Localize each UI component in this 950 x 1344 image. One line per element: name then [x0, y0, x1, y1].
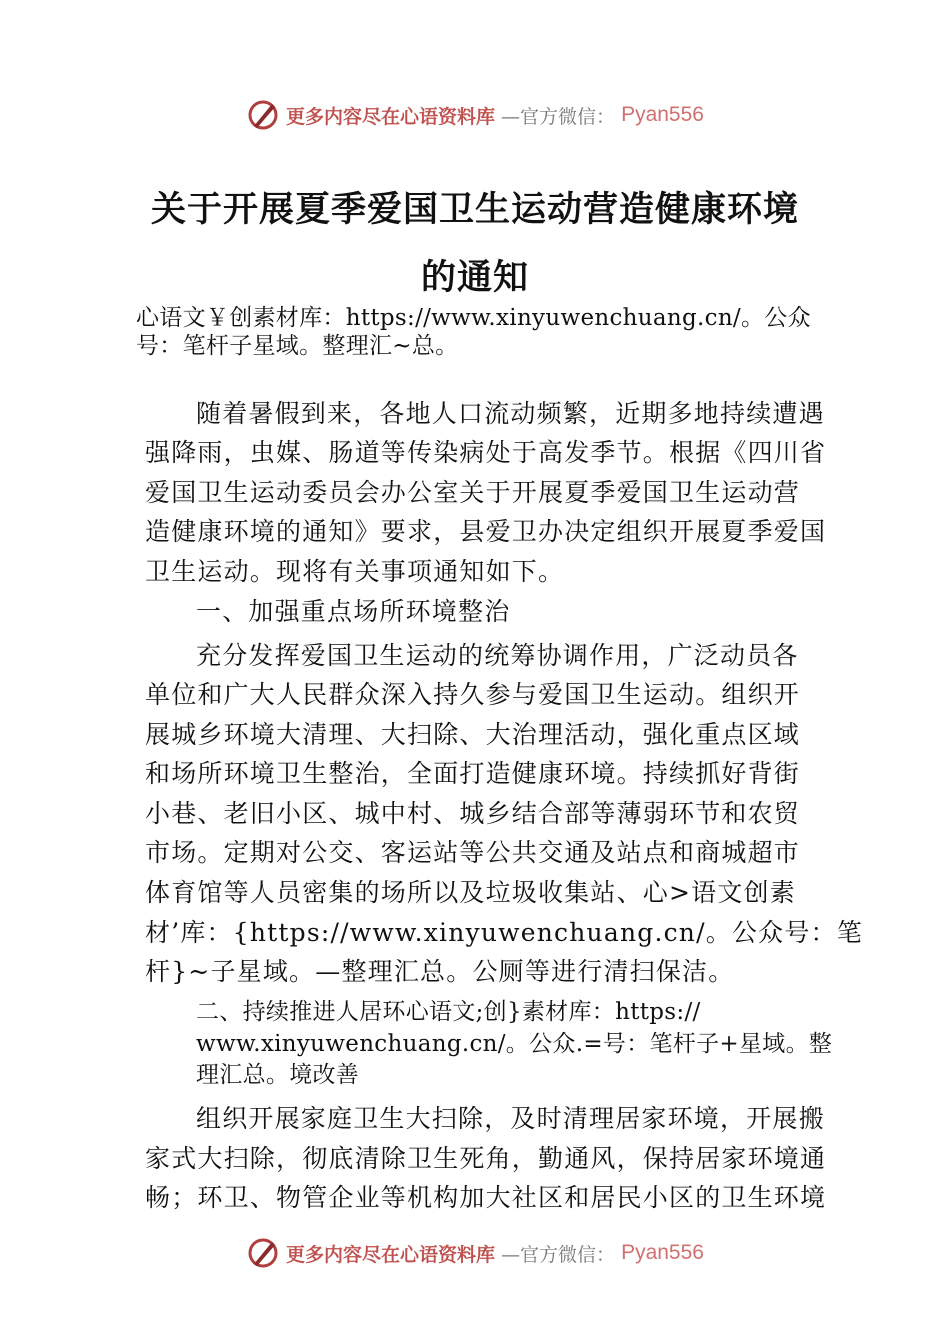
source-line: 号：笔杆子星域。整理汇~总。	[136, 333, 459, 359]
pen-logo-icon	[246, 1236, 280, 1270]
paragraph-line: 充分发挥爱国卫生运动的统筹协调作用，广泛动员各	[196, 641, 799, 670]
paragraph-line: 强降雨，虫媒、肠道等传染病处于高发季节。根据《四川省	[145, 438, 827, 467]
document-title: 关于开展夏季爱国卫生运动营造健康环境	[150, 189, 799, 230]
paragraph-line: 展城乡环境大清理、大扫除、大治理活动，强化重点区域	[145, 720, 801, 749]
watermark-label: —官方微信：	[501, 1243, 616, 1266]
watermark-text: 更多内容尽在心语资料库	[286, 105, 496, 128]
watermark-text: 更多内容尽在心语资料库	[286, 1243, 496, 1266]
footer-watermark	[0, 1236, 950, 1270]
watermark-label: —官方微信：	[501, 105, 616, 128]
paragraph-line: 爱国卫生运动委员会办公室关于开展夏季爱国卫生运动营	[145, 478, 801, 507]
section-heading: 二、持续推进人居环心语文;创}素材库：https://	[196, 999, 701, 1025]
paragraph-line: 卫生运动。现将有关事项通知如下。	[145, 557, 565, 586]
paragraph-line: 单位和广大人民群众深入持久参与爱国卫生运动。组织开	[145, 680, 801, 709]
section-heading: 一、加强重点场所环境整治	[196, 597, 511, 626]
watermark-wechat: Pyan556	[621, 1241, 704, 1264]
paragraph-line: 市场。定期对公交、客运站等公共交通及站点和商城超市	[145, 838, 801, 867]
paragraph-line: 随着暑假到来，各地人口流动频繁，近期多地持续遭遇	[196, 399, 825, 428]
document-title-cont: 的通知	[420, 257, 529, 298]
paragraph-line: 组织开展家庭卫生大扫除，及时清理居家环境，开展搬	[196, 1104, 825, 1133]
header-watermark	[0, 98, 950, 132]
paragraph-line: 家式大扫除，彻底清除卫生死角，勤通风，保持居家环境通	[145, 1144, 827, 1173]
source-line: 心语文￥创素材库：https://www.xinyuwenchuang.cn/。公众	[136, 305, 811, 331]
paragraph-line: 体育馆等人员密集的场所以及垃圾收集站、心>语文创素	[145, 878, 796, 907]
paragraph-line: 小巷、老旧小区、城中村、城乡结合部等薄弱环节和农贸	[145, 799, 801, 828]
paragraph-line: 材’库：{https://www.xinyuwenchuang.cn/。公众号：笔	[145, 918, 863, 947]
paragraph-line: 杆}~子星域。—整理汇总。公厕等进行清扫保洁。	[145, 957, 735, 986]
paragraph-line: 畅；环卫、物管企业等机构加大社区和居民小区的卫生环境	[145, 1183, 827, 1212]
paragraph-line: 和场所环境卫生整治，全面打造健康环境。持续抓好背街	[145, 759, 801, 788]
section-heading: 理汇总。境改善	[196, 1062, 360, 1088]
pen-logo-icon	[246, 98, 280, 132]
paragraph-line: 造健康环境的通知》要求，县爱卫办决定组织开展夏季爱国	[145, 517, 827, 546]
watermark-wechat: Pyan556	[621, 103, 704, 126]
section-heading: www.xinyuwenchuang.cn/。公众.=号：笔杆子+星域。整	[196, 1031, 833, 1057]
